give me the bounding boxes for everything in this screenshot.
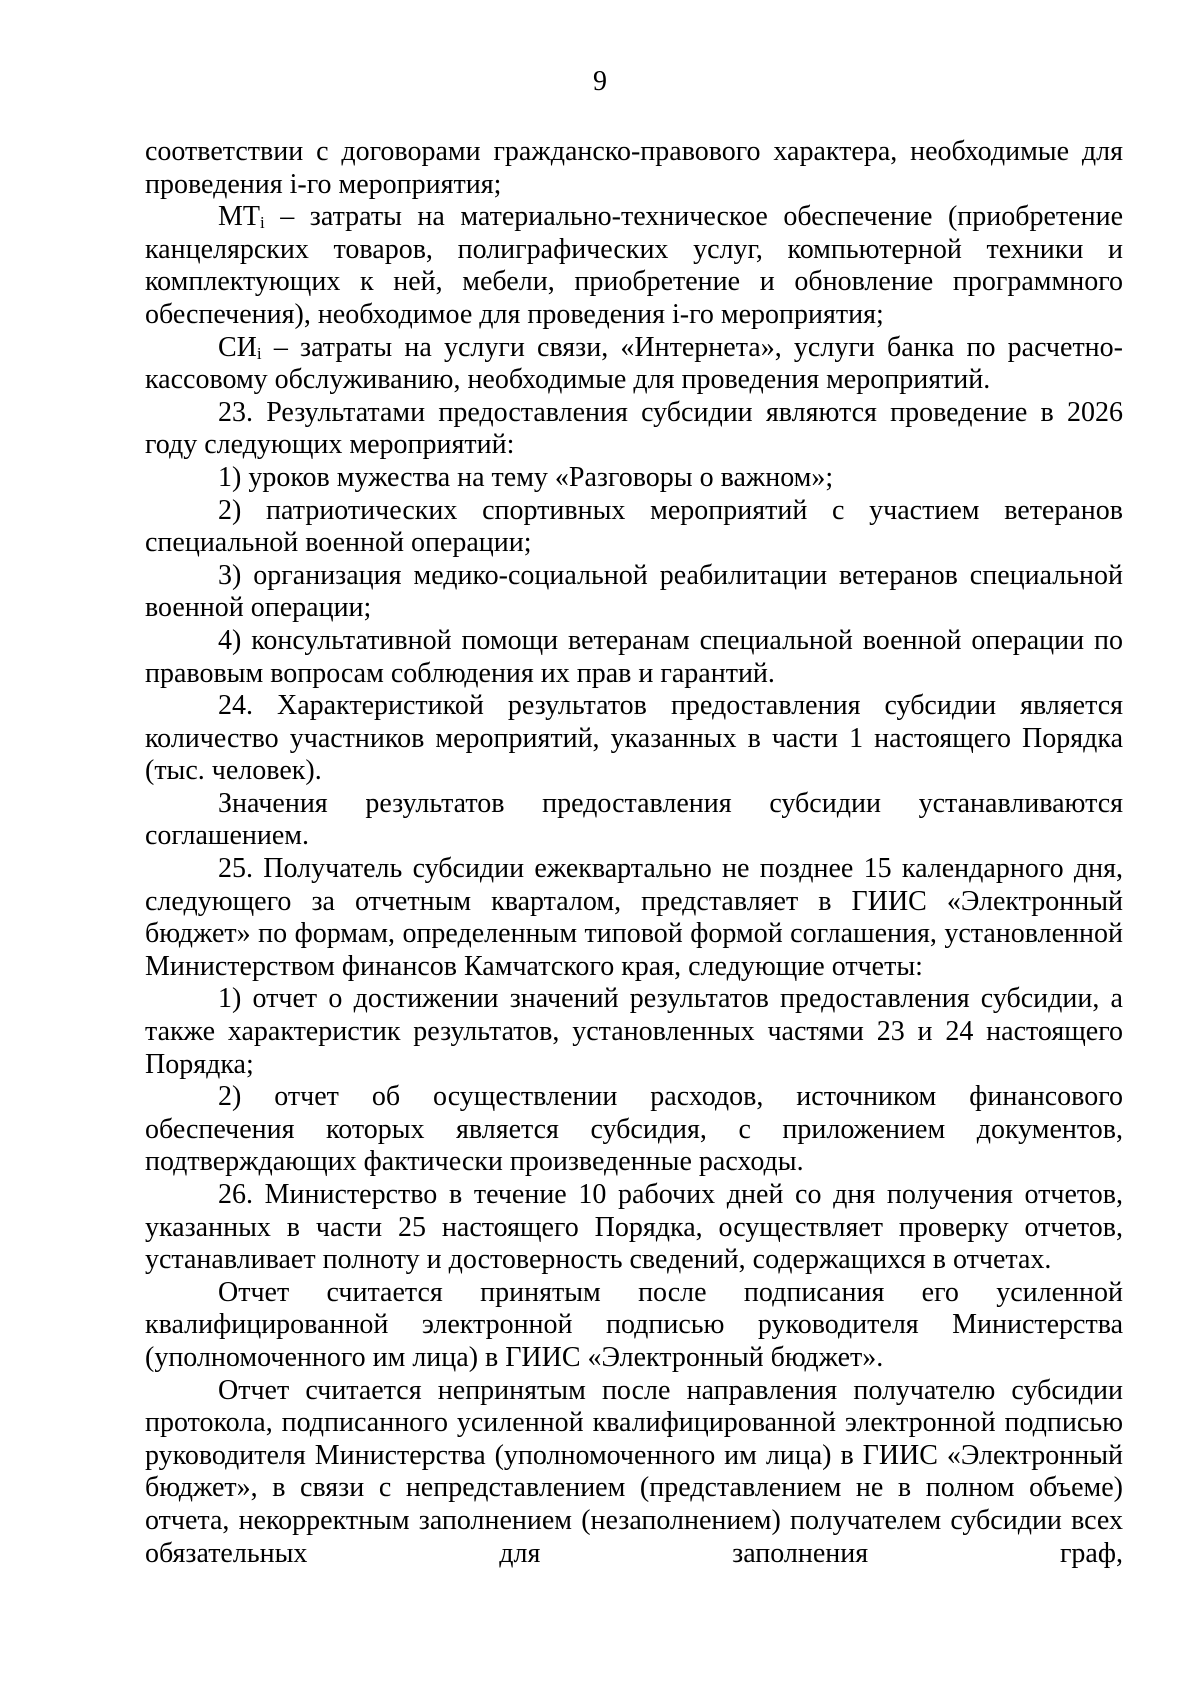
paragraph-24-values: Значения результатов предоставления субсидии устанавливаются соглашением. [145, 787, 1123, 852]
paragraph-continuation: соответствии с договорами гражданско-правового характера, необходимые для проведения i-го мероприятия; [145, 136, 1123, 200]
paragraph-25: 25. Получатель субсидии ежеквартально не позднее 15 календарного дня, следующего за отчетным кварталом, представляет в ГИИС «Электронный бюджет» по формам, определенным типовой формой соглашения, установленной Министерством финансов Камчатского края, следующие отчеты: [145, 853, 1123, 982]
definition-text: – затраты на услуги связи, «Интернета», услуги банка по расчетно-кассовому обслуживанию, необходимые для проведения мероприятий. [145, 331, 1123, 396]
document-body [145, 136, 1123, 1570]
paragraph-si-definition [145, 332, 1123, 397]
list-item-25-1: 1) отчет о достижении значений результатов предоставления субсидии, а также характеристик результатов, установленных частями 23 и 24 настоящего Порядка; [145, 983, 1123, 1080]
paragraph-26: 26. Министерство в течение 10 рабочих дней со дня получения отчетов, указанных в части 25 настоящего Порядка, осуществляет проверку отчетов, устанавливает полноту и достоверность сведений, содержащихся в отчетах. [145, 1179, 1123, 1276]
paragraph-mt-definition [145, 201, 1123, 331]
formula-symbol-mt: МТ [218, 201, 260, 233]
page-number: 9 [593, 66, 607, 97]
paragraph-24: 24. Характеристикой результатов предоставления субсидии является количество участников мероприятий, указанных в части 1 настоящего Порядка (тыс. человек). [145, 690, 1123, 787]
list-item-23-1: 1) уроков мужества на тему «Разговоры о важном»; [218, 461, 834, 493]
list-item-23-3: 3) организация медико-социальной реабилитации ветеранов специальной военной операции; [145, 559, 1123, 624]
definition-text: – затраты на материально-техническое обеспечение (приобретение канцелярских товаров, полиграфических услуг, компьютерной техники и комплектующих к ней, мебели, приобретение и обновление программного обеспечения), необходимое для проведения i-го мероприятия; [145, 201, 1123, 330]
paragraph-26-rejected: Отчет считается непринятым после направления получателю субсидии протокола, подписанного усиленной квалифицированной электронной подписью руководителя Министерства (уполномоченного им лица) в ГИИС «Электронный бюджет», в связи с непредставлением (представлением не в полном объеме) отчета, некорректным заполнением (незаполнением) получателем субсидии всех обязательных для заполнения граф, [145, 1374, 1123, 1569]
list-item-25-2: 2) отчет об осуществлении расходов, источником финансового обеспечения которых является субсидия, с приложением документов, подтверждающих фактически произведенные расходы. [145, 1081, 1123, 1178]
list-item-23-2: 2) патриотических спортивных мероприятий с участием ветеранов специальной военной операции; [145, 494, 1123, 559]
formula-symbol-si: СИ [218, 331, 257, 363]
list-item-23-4: 4) консультативной помощи ветеранам специальной военной операции по правовым вопросам соблюдения их прав и гарантий. [145, 624, 1123, 689]
paragraph-23: 23. Результатами предоставления субсидии являются проведение в 2026 году следующих мероприятий: [145, 396, 1123, 461]
formula-subscript: i [260, 213, 265, 233]
formula-subscript: i [256, 343, 262, 363]
paragraph-26-accepted: Отчет считается принятым после подписания его усиленной квалифицированной электронной подписью руководителя Министерства (уполномоченного им лица) в ГИИС «Электронный бюджет». [145, 1276, 1123, 1373]
